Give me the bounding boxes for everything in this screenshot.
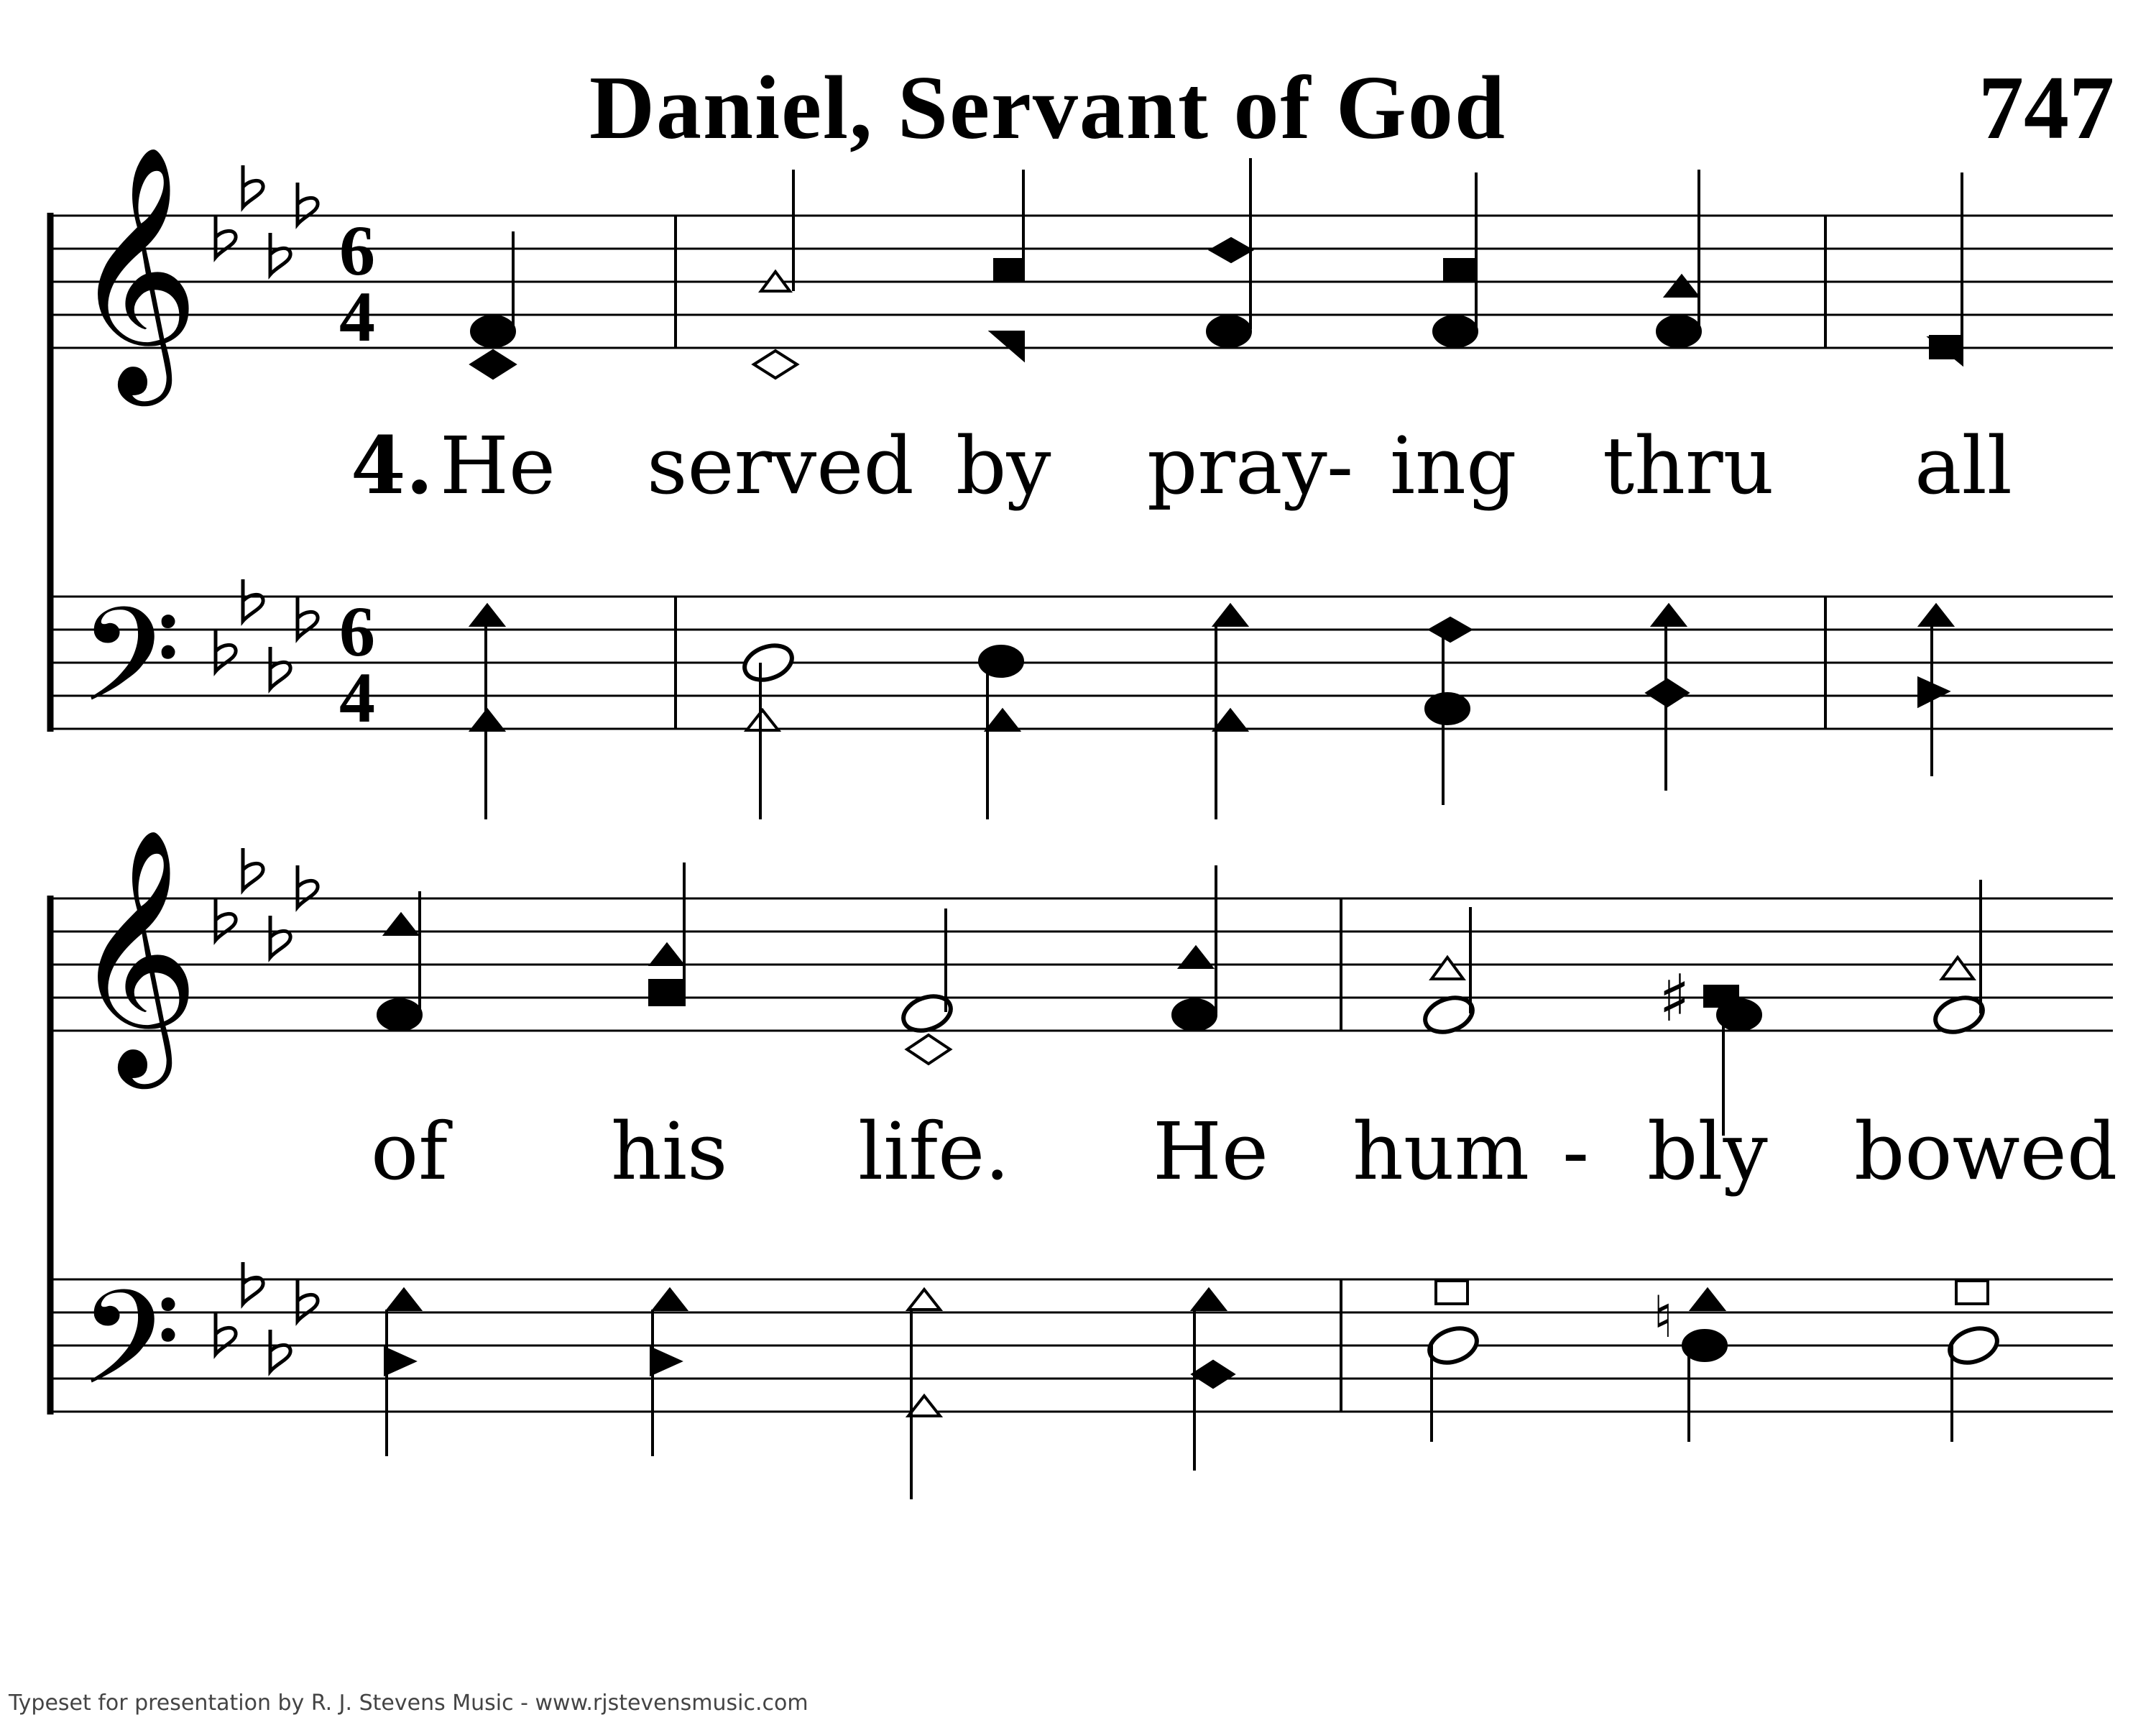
system-1 [50,144,2113,819]
bass-clef-icon: 𝄢 [79,579,181,763]
verse-number: 4. [351,419,433,512]
svg-text:4: 4 [339,658,375,737]
hymn-title: Daniel, Servant of God [589,58,1507,158]
lyrics-line-2 [371,1105,2117,1197]
lyric-syllable: pray [1147,420,1327,512]
lyric-syllable: all [1915,420,2012,512]
hymn-number: 747 [1978,58,2114,158]
bass-clef-icon: 𝄢 [79,1262,181,1446]
bass-notes-1 [471,605,1952,819]
svg-text:4: 4 [339,277,375,356]
lyrics-line-1 [351,419,2012,512]
key-signature-treble [216,848,318,957]
treble-clef-icon: 𝄞 [72,827,200,1077]
lyric-syllable: bly [1647,1105,1768,1197]
treble-clef-icon: 𝄞 [72,144,200,395]
lyric-syllable: served [647,420,914,512]
sharp-icon: ♯ [1659,961,1690,1036]
lyric-syllable: hum [1353,1105,1529,1197]
lyric-hyphen: - [1327,420,1354,512]
lyric-syllable: bowed [1854,1105,2118,1197]
lyric-syllable: He [1153,1105,1269,1197]
bass-staff-2 [50,1279,2113,1412]
svg-text:6: 6 [339,211,375,290]
treble-staff-2 [50,898,2113,1031]
lyric-syllable: thru [1603,420,1774,512]
key-signature-treble [216,165,318,275]
lyric-syllable: He [440,420,556,512]
typesetter-credit: Typeset for presentation by R. J. Stevens Music - www.rjstevensmusic.com [9,1690,808,1716]
time-signature-bass [339,592,375,737]
bass-notes-2 [385,1281,2001,1499]
treble-notes-2 [378,862,1987,1136]
natural-icon: ♮ [1653,1284,1674,1351]
lyric-syllable: his [611,1105,728,1197]
lyric-syllable: life. [858,1105,1010,1197]
svg-text:6: 6 [339,592,375,671]
lyric-syllable: by [956,420,1051,512]
lyric-hyphen: - [1562,1105,1590,1197]
time-signature-treble [339,211,375,356]
lyric-syllable: ing [1390,420,1517,512]
lyric-syllable: of [371,1105,448,1197]
treble-notes-1 [471,158,1962,378]
system-2 [50,827,2117,1499]
